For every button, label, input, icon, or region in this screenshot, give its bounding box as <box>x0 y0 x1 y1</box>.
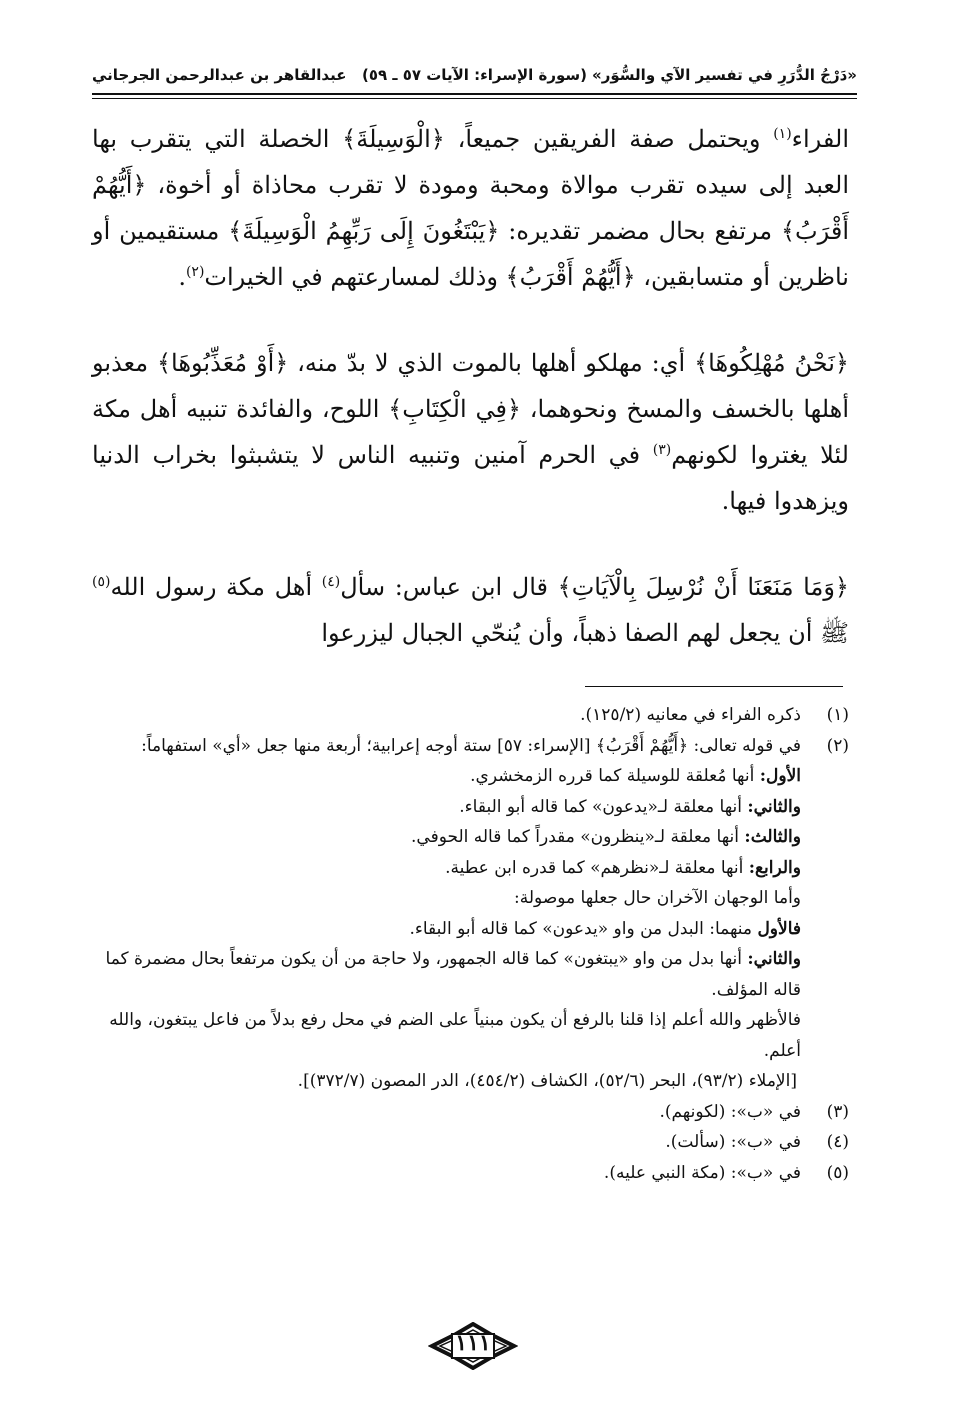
footnote-line <box>92 792 801 823</box>
footnote-text: في «ب»: (مكة النبي عليه). <box>603 1162 801 1183</box>
footnote-line: وأما الوجهان الآخران حال جعلها موصولة: <box>514 888 801 908</box>
text-span: ﴿نَحْنُ مُهْلِكُوهَا﴾ أي: مهلكو أهلها بالموت الذي لا بدّ منه، ﴿أَوْ مُعَذِّبُوهَا﴾ معذبو أهلها بالخسف والمسخ ونحوهما، ﴿فِي الْكِتَابِ﴾ اللوح، والفائدة تنبيه أهل مكة لئلا يغتروا لكونهم <box>92 349 849 469</box>
footnote-line <box>92 761 801 792</box>
footnote-ref-3[interactable]: (٣) <box>652 442 672 458</box>
label: فالأول <box>757 918 801 939</box>
footnote-5 <box>92 1158 849 1189</box>
label: والثاني: <box>747 796 801 817</box>
surah-range: (سورة الإسراء: الآيات ٥٧ ـ ٥٩) <box>361 66 588 84</box>
header-rule-thin <box>92 98 857 99</box>
footnote-number: (١) <box>826 705 849 725</box>
footnote-ref-1[interactable]: (١) <box>773 126 792 142</box>
running-header <box>92 62 857 92</box>
footnote-ref-4[interactable]: (٤) <box>321 574 341 590</box>
text-span: أنها معلقة لـ«ينظرون» مقدراً كما قاله الحوفي. <box>411 827 745 847</box>
label: والثاني: <box>747 949 801 969</box>
footnote-number: (٥) <box>826 1162 849 1183</box>
footnote-line <box>92 944 801 1005</box>
footnote-line <box>92 853 801 884</box>
footnote-line <box>92 822 801 853</box>
paragraph-1 <box>92 116 849 300</box>
book-title: «دَرْجُ الدُّرَرِ في تفسير الآي والسُّوَر» <box>592 66 857 84</box>
footnote-number: (٣) <box>826 1101 849 1122</box>
footnote-3 <box>92 1097 849 1128</box>
footnote-text: في «ب»: (لكونهم). <box>659 1101 801 1122</box>
paragraph-2 <box>92 340 849 524</box>
footnote-intro: في قوله تعالى: ﴿أَيُّهُمْ أَقْرَبُ﴾ [الإسراء: ٥٧] ستة أوجه إعرابية؛ أربعة منها جعل «أي» استفهاماً: <box>141 735 801 756</box>
text-span: منهما: البدل من واو «يدعون» كما قاله أبو البقاء. <box>409 918 758 939</box>
label: والثالث: <box>744 827 801 847</box>
text-span: أهل مكة رسول الله <box>110 573 322 601</box>
footnote-1 <box>92 700 849 731</box>
text-span: . <box>178 263 186 291</box>
footnote-ref-5[interactable]: (٥) <box>92 574 111 590</box>
footnote-number: (٤) <box>826 1132 849 1152</box>
footnote-ref-2[interactable]: (٢) <box>185 264 205 280</box>
footnote-number: (٢) <box>826 735 849 756</box>
text-span: ﷺ أن يجعل لهم الصفا ذهباً، وأن يُنحّي الجبال ليزرعوا <box>321 619 849 647</box>
footnote-sources: [الإملاء (٩٣/٢)، البحر (٥٢/٦)، الكشاف (٤٥٤/٢)، الدر المصون (٣٧٢/٧)]. <box>297 1071 797 1091</box>
paragraph-3 <box>92 564 849 656</box>
header-rule-thick <box>92 93 857 95</box>
main-text <box>92 116 849 656</box>
footnote-2 <box>92 731 849 1097</box>
text-span: أنها معلقة لـ«يدعون» كما قاله أبو البقاء. <box>459 796 748 817</box>
footnote-line: فالأظهر والله أعلم إذا قلنا بالرفع أن يكون مبنياً على الضم في محل رفع بدلاً من فاعل يبتغون، والله أعلم. <box>109 1010 801 1061</box>
label: والرابع: <box>748 857 801 878</box>
page-number: ١١١ <box>455 1330 491 1356</box>
footnote-separator <box>585 686 843 687</box>
footnote-4 <box>92 1127 849 1158</box>
text-span: الفراء <box>791 125 849 153</box>
label: الأول: <box>759 766 801 786</box>
author-name: عبدالقاهر بن عبدالرحمن الجرجاني <box>92 66 347 84</box>
text-span: أنها معلقة لـ«نظرهم» كما قدره ابن عطية. <box>445 857 749 878</box>
footnote-text: في «ب»: (سألت). <box>665 1132 801 1152</box>
text-span: في الحرم آمنين وتنبيه الناس لا يتشبثوا بخراب الدنيا ويزهدوا فيها. <box>92 441 849 515</box>
text-span: ويحتمل صفة الفريقين جميعاً، ﴿الْوَسِيلَةَ﴾ الخصلة التي يتقرب بها العبد إلى سيده تقرب موالاة ومحبة ومودة لا تقرب محاذاة أو أخوة، ﴿أَيُّهُمْ أَقْرَبُ﴾ مرتفع بحال مضمر تقديره: ﴿يَبْتَغُونَ إِلَى رَبِّهِمُ الْوَسِيلَةَ﴾ مستقيمين أو ناظرين أو متسابقين، ﴿أَيُّهُمْ أَقْرَبُ﴾ وذلك لمسارعتهم في الخيرات <box>92 125 849 291</box>
footnote-line <box>92 914 801 945</box>
footnotes <box>92 700 849 1188</box>
text-span: أنها بدل من واو «يبتغون» كما قاله الجمهور، ولا حاجة من أن يكون مرتفعاً بحال مضمرة كما قاله المؤلف. <box>105 949 801 1000</box>
text-span: أنها مُعلقة للوسيلة كما قرره الزمخشري. <box>470 766 760 786</box>
footnote-text: ذكره الفراء في معانيه (١٢٥/٢). <box>580 705 801 725</box>
text-span: ﴿وَمَا مَنَعَنَا أَنْ نُرْسِلَ بِالْآيَاتِ﴾ قال ابن عباس: سأل <box>340 573 849 601</box>
